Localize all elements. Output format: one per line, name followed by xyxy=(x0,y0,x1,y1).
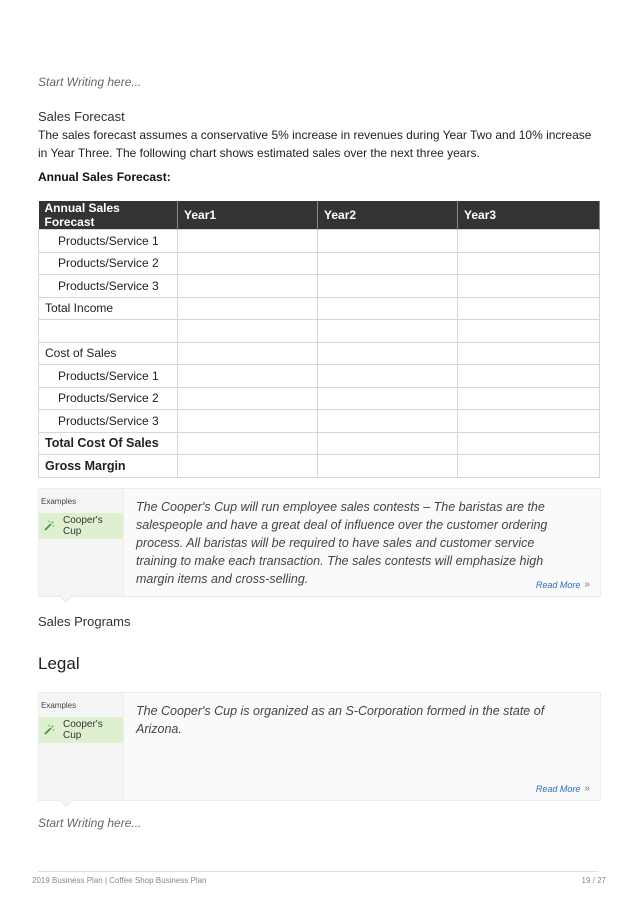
year-value-cell[interactable] xyxy=(458,297,600,320)
table-header-cell: Annual Sales Forecast xyxy=(39,201,178,230)
sales-forecast-title: Sales Forecast xyxy=(38,109,125,124)
legal-heading: Legal xyxy=(38,654,80,673)
year-value-cell[interactable] xyxy=(458,252,600,275)
example-text: The Cooper's Cup will run employee sales contests – The baristas are the salespeople and have a great deal of influence over the customer ordering process. All baristas will be required to have sales and customer service training to make each transaction. The sales contests will emphasize high margin items and cross-selling. xyxy=(136,500,548,586)
year-value-cell[interactable] xyxy=(178,410,318,433)
year-value-cell[interactable] xyxy=(178,365,318,388)
table-row xyxy=(39,297,600,320)
row-label-cell: Products/Service 2 xyxy=(39,252,178,275)
table-row xyxy=(39,455,600,478)
table-row xyxy=(39,410,600,433)
table-row xyxy=(39,230,600,253)
year-value-cell[interactable] xyxy=(318,252,458,275)
read-more-link[interactable] xyxy=(536,783,590,794)
year-value-cell[interactable] xyxy=(318,432,458,455)
year-value-cell[interactable] xyxy=(458,432,600,455)
examples-label: Examples xyxy=(41,497,77,506)
year-value-cell[interactable] xyxy=(318,365,458,388)
table-row xyxy=(39,252,600,275)
year-value-cell[interactable] xyxy=(458,410,600,433)
table-row xyxy=(39,320,600,343)
table-row xyxy=(39,365,600,388)
year-value-cell[interactable] xyxy=(458,387,600,410)
year-value-cell[interactable] xyxy=(458,365,600,388)
double-chevron-down-icon: » xyxy=(584,579,590,590)
year-value-cell[interactable] xyxy=(318,342,458,365)
year-value-cell[interactable] xyxy=(318,230,458,253)
year-value-cell[interactable] xyxy=(178,455,318,478)
year-value-cell[interactable] xyxy=(318,410,458,433)
row-label-cell: Cost of Sales xyxy=(39,342,178,365)
magic-wand-icon xyxy=(43,520,55,532)
row-label-cell: Total Income xyxy=(39,297,178,320)
year-value-cell[interactable] xyxy=(178,252,318,275)
table-header-row xyxy=(39,201,600,230)
year-value-cell[interactable] xyxy=(178,342,318,365)
example-tag-label: Cooper's Cup xyxy=(63,515,103,537)
example-text: The Cooper's Cup is organized as an S-Corporation formed in the state of Arizona. xyxy=(136,704,545,736)
year-value-cell[interactable] xyxy=(458,275,600,298)
year-value-cell[interactable] xyxy=(318,297,458,320)
year-value-cell[interactable] xyxy=(178,320,318,343)
annual-sales-forecast-caption: Annual Sales Forecast: xyxy=(38,170,171,184)
sales-programs-title: Sales Programs xyxy=(38,614,131,629)
year-value-cell[interactable] xyxy=(318,320,458,343)
table-row xyxy=(39,342,600,365)
row-label-cell: Products/Service 1 xyxy=(39,230,178,253)
read-more-label: Read More xyxy=(535,579,581,590)
year-value-cell[interactable] xyxy=(178,275,318,298)
example-tag[interactable] xyxy=(39,717,123,743)
example-box-legal xyxy=(38,692,601,801)
table-row xyxy=(39,387,600,410)
row-label-cell: Products/Service 2 xyxy=(39,387,178,410)
read-more-label: Read More xyxy=(535,783,581,794)
read-more-link[interactable] xyxy=(536,579,590,590)
example-tag[interactable] xyxy=(39,513,123,539)
year-value-cell[interactable] xyxy=(318,275,458,298)
year-value-cell[interactable] xyxy=(458,230,600,253)
examples-label: Examples xyxy=(41,701,77,710)
year-value-cell[interactable] xyxy=(178,297,318,320)
year-value-cell[interactable] xyxy=(318,455,458,478)
footer-page-number: 19 / 27 xyxy=(581,876,606,885)
footer-divider xyxy=(38,871,599,872)
year-value-cell[interactable] xyxy=(178,432,318,455)
footer-document-title: 2019 Business Plan | Coffee Shop Business Plan xyxy=(32,876,207,885)
sales-forecast-paragraph: The sales forecast assumes a conservative 5% increase in revenues during Year Two and 10% increase in Year Three. The following chart shows estimated sales over the next three years. xyxy=(38,128,592,160)
table-header-cell: Year3 xyxy=(458,201,600,230)
start-writing-placeholder-top[interactable]: Start Writing here... xyxy=(38,75,142,89)
row-label-cell: Products/Service 1 xyxy=(39,365,178,388)
magic-wand-icon xyxy=(43,724,55,736)
row-label-cell: Products/Service 3 xyxy=(39,275,178,298)
year-value-cell[interactable] xyxy=(458,320,600,343)
example-box-pointer-fill xyxy=(59,798,73,805)
table-header-cell: Year2 xyxy=(318,201,458,230)
year-value-cell[interactable] xyxy=(458,342,600,365)
year-value-cell[interactable] xyxy=(458,455,600,478)
example-content xyxy=(123,489,600,596)
example-box-sales xyxy=(38,488,601,597)
start-writing-placeholder-bottom[interactable]: Start Writing here... xyxy=(38,816,142,830)
row-label-cell: Products/Service 3 xyxy=(39,410,178,433)
year-value-cell[interactable] xyxy=(178,230,318,253)
row-label-cell: Gross Margin xyxy=(39,455,178,478)
example-box-pointer-fill xyxy=(59,594,73,601)
double-chevron-down-icon: » xyxy=(584,783,590,794)
row-label-cell: Total Cost Of Sales xyxy=(39,432,178,455)
table-header-cell: Year1 xyxy=(178,201,318,230)
table-row xyxy=(39,432,600,455)
sales-forecast-table xyxy=(38,201,600,478)
row-label-cell xyxy=(39,320,178,343)
year-value-cell[interactable] xyxy=(318,387,458,410)
year-value-cell[interactable] xyxy=(178,387,318,410)
example-content xyxy=(123,693,600,800)
example-tag-label: Cooper's Cup xyxy=(63,719,103,741)
table-row xyxy=(39,275,600,298)
